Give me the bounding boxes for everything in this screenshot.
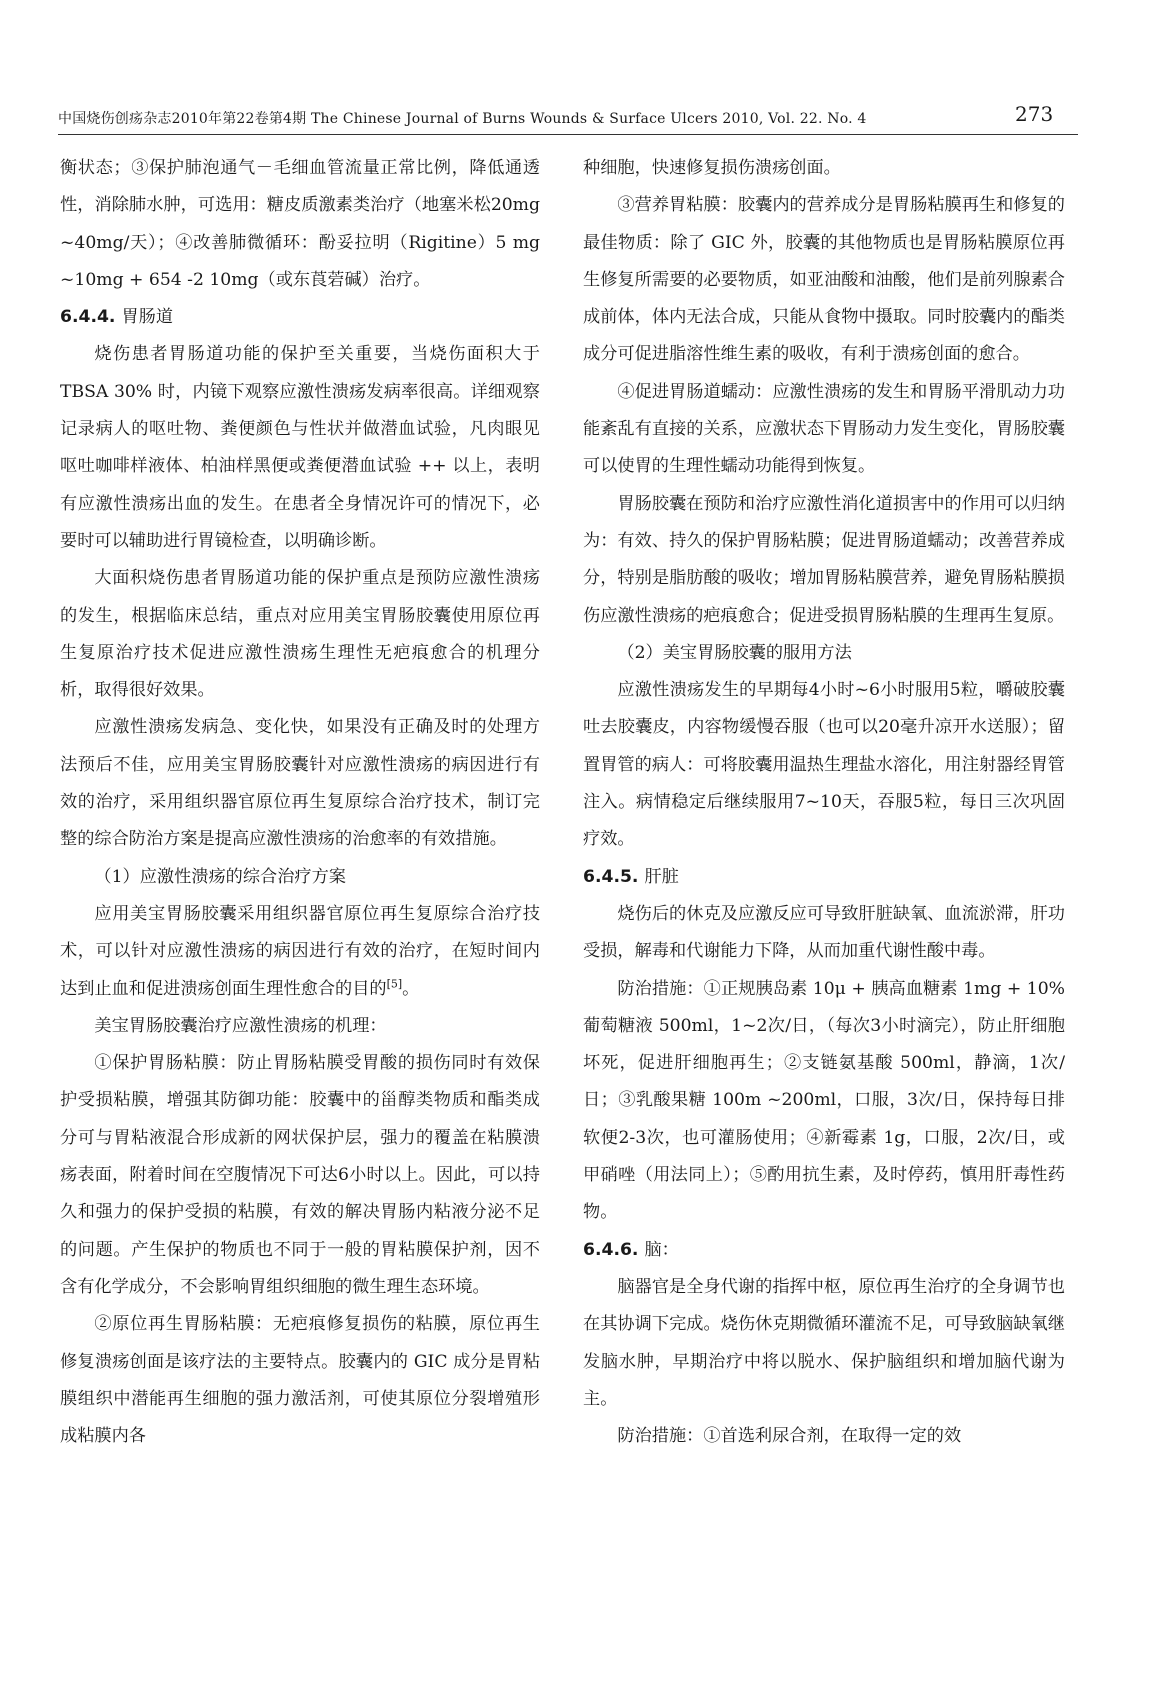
section-title: 肝脏 xyxy=(644,866,679,887)
paragraph: 胃肠胶囊在预防和治疗应激性消化道损害中的作用可以归纳为：有效、持久的保护胃肠粘膜；促进胃肠道蠕动；改善营养成分，特别是脂肪酸的吸收；增加胃肠粘膜营养，避免胃肠粘膜损伤应激性溃疡的疤痕愈合；促进受损胃肠粘膜的生理再生复原。 xyxy=(583,493,1065,626)
left-column xyxy=(60,150,540,1455)
paragraph xyxy=(60,896,540,1008)
right-column xyxy=(583,150,1065,1455)
paragraph: ①保护胃肠粘膜：防止胃肠粘膜受胃酸的损伤同时有效保护受损粘膜，增强其防御功能：胶囊中的甾醇类物质和酯类成分可与胃粘液混合形成新的网状保护层，强力的覆盖在粘膜溃疡表面，附着时间在空腹情况下可达6小时以上。因此，可以持久和强力的保护受损的粘膜，有效的解决胃肠内粘液分泌不足的问题。产生保护的物质也不同于一般的胃粘膜保护剂，因不含有化学成分，不会影响胃组织细胞的微生理生态环境。 xyxy=(60,1053,540,1297)
section-title: 脑： xyxy=(644,1239,679,1260)
paragraph-text-end: 。 xyxy=(402,978,420,999)
paragraph: ④促进胃肠道蠕动：应激性溃疡的发生和胃肠平滑肌动力功能紊乱有直接的关系，应激状态下胃肠动力发生变化，胃肠胶囊可以使胃的生理性蠕动功能得到恢复。 xyxy=(583,381,1065,477)
page-number: 273 xyxy=(1015,102,1054,126)
paragraph: ②原位再生胃肠粘膜：无疤痕修复损伤的粘膜，原位再生修复溃疡创面是该疗法的主要特点。胶囊内的 GIC 成分是胃粘膜组织中潜能再生细胞的强力激活剂，可使其原位分裂增殖形成粘膜内各 xyxy=(60,1314,540,1447)
paragraph: ③营养胃粘膜：胶囊内的营养成分是胃肠粘膜再生和修复的最佳物质：除了 GIC 外，胶囊的其他物质也是胃肠粘膜原位再生修复所需要的必要物质，如亚油酸和油酸，他们是前列腺素合成前体，体内无法合成，只能从食物中摄取。同时胶囊内的酯类成分可促进脂溶性维生素的吸收，有利于溃疡创面的愈合。 xyxy=(583,195,1065,365)
section-heading-6-4-4 xyxy=(60,299,540,336)
paragraph: 防治措施：①正规胰岛素 10μ + 胰高血糖素 1mg + 10% 葡萄糖液 500ml，1~2次/日，（每次3小时滴完），防止肝细胞坏死，促进肝细胞再生；②支链氨基酸 500ml，静滴，1次/日；③乳酸果糖 100m ~200ml，口服，3次/日，保持每日排软便2-3次，也可灌肠使用；④新霉素 1g，口服，2次/日，或甲硝唑（用法同上）；⑤酌用抗生素，及时停药，慎用肝毒性药物。 xyxy=(583,978,1065,1223)
paragraph: 防治措施：①首选利尿合剂，在取得一定的效 xyxy=(617,1426,962,1447)
paragraph: 烧伤患者胃肠道功能的保护至关重要，当烧伤面积大于 TBSA 30% 时，内镜下观察应激性溃疡发病率很高。详细观察记录病人的呕吐物、粪便颜色与性状并做潜血试验，凡肉眼见呕吐咖啡样液体、柏油样黑便或粪便潜血试验 ++ 以上，表明有应激性溃疡出血的发生。在患者全身情况许可的情况下，必要时可以辅助进行胃镜检查，以明确诊断。 xyxy=(60,344,540,551)
paragraph: 美宝胃肠胶囊治疗应激性溃疡的机理： xyxy=(94,1015,387,1036)
paragraph-text: 应用美宝胃肠胶囊采用组织器官原位再生复原综合治疗技术，可以针对应激性溃疡的病因进行有效的治疗，在短时间内达到止血和促进溃疡创面生理性愈合的目的 xyxy=(60,903,540,999)
running-head: 中国烧伤创疡杂志2010年第22卷第4期 The Chinese Journal of Burns Wounds & Surface Ulcers 2010, Vol. 22. No. 4 xyxy=(58,111,867,127)
paragraph: 脑器官是全身代谢的指挥中枢，原位再生治疗的全身调节也在其协调下完成。烧伤休克期微循环灌流不足，可导致脑缺氧继发脑水肿，早期治疗中将以脱水、保护脑组织和增加脑代谢为主。 xyxy=(583,1276,1065,1409)
section-heading-6-4-5 xyxy=(583,859,1065,896)
paragraph: 烧伤后的休克及应激反应可导致肝脏缺氧、血流淤滞，肝功受损，解毒和代谢能力下降，从而加重代谢性酸中毒。 xyxy=(583,903,1065,962)
paragraph: 应激性溃疡发病急、变化快，如果没有正确及时的处理方法预后不佳，应用美宝胃肠胶囊针对应激性溃疡的病因进行有效的治疗，采用组织器官原位再生复原综合治疗技术，制订完整的综合防治方案是提高应激性溃疡的治愈率的有效措施。 xyxy=(60,717,540,850)
citation-ref: [5] xyxy=(386,976,403,990)
paragraph: 大面积烧伤患者胃肠道功能的保护重点是预防应激性溃疡的发生，根据临床总结，重点对应用美宝胃肠胶囊使用原位再生复原治疗技术促进应激性溃疡生理性无疤痕愈合的机理分析，取得很好效果。 xyxy=(60,568,540,701)
paragraph: 衡状态；③保护肺泡通气－毛细血管流量正常比例，降低通透性，消除肺水肿，可选用：糖皮质激素类治疗（地塞米松20mg ~40mg/天）；④改善肺微循环：酚妥拉明（Rigitine）5 mg ~10mg + 654 -2 10mg（或东莨菪碱）治疗。 xyxy=(60,158,540,290)
subheading: （1）应激性溃疡的综合治疗方案 xyxy=(94,866,346,887)
section-number: 6.4.4. xyxy=(60,307,116,328)
header-rule xyxy=(58,134,1078,135)
paragraph: 种细胞，快速修复损伤溃疡创面。 xyxy=(583,158,841,178)
section-heading-6-4-6 xyxy=(583,1232,1065,1269)
section-title: 胃肠道 xyxy=(121,307,174,328)
subheading: （2）美宝胃肠胶囊的服用方法 xyxy=(617,642,852,663)
section-number: 6.4.6. xyxy=(583,1239,639,1260)
paragraph: 应激性溃疡发生的早期每4小时~6小时服用5粒，嚼破胶囊吐去胶囊皮，内容物缓慢吞服（也可以20毫升凉开水送服）；留置胃管的病人：可将胶囊用温热生理盐水溶化，用注射器经胃管注入。病情稳定后继续服用7~10天，吞服5粒，每日三次巩固疗效。 xyxy=(583,680,1065,850)
section-number: 6.4.5. xyxy=(583,866,639,887)
